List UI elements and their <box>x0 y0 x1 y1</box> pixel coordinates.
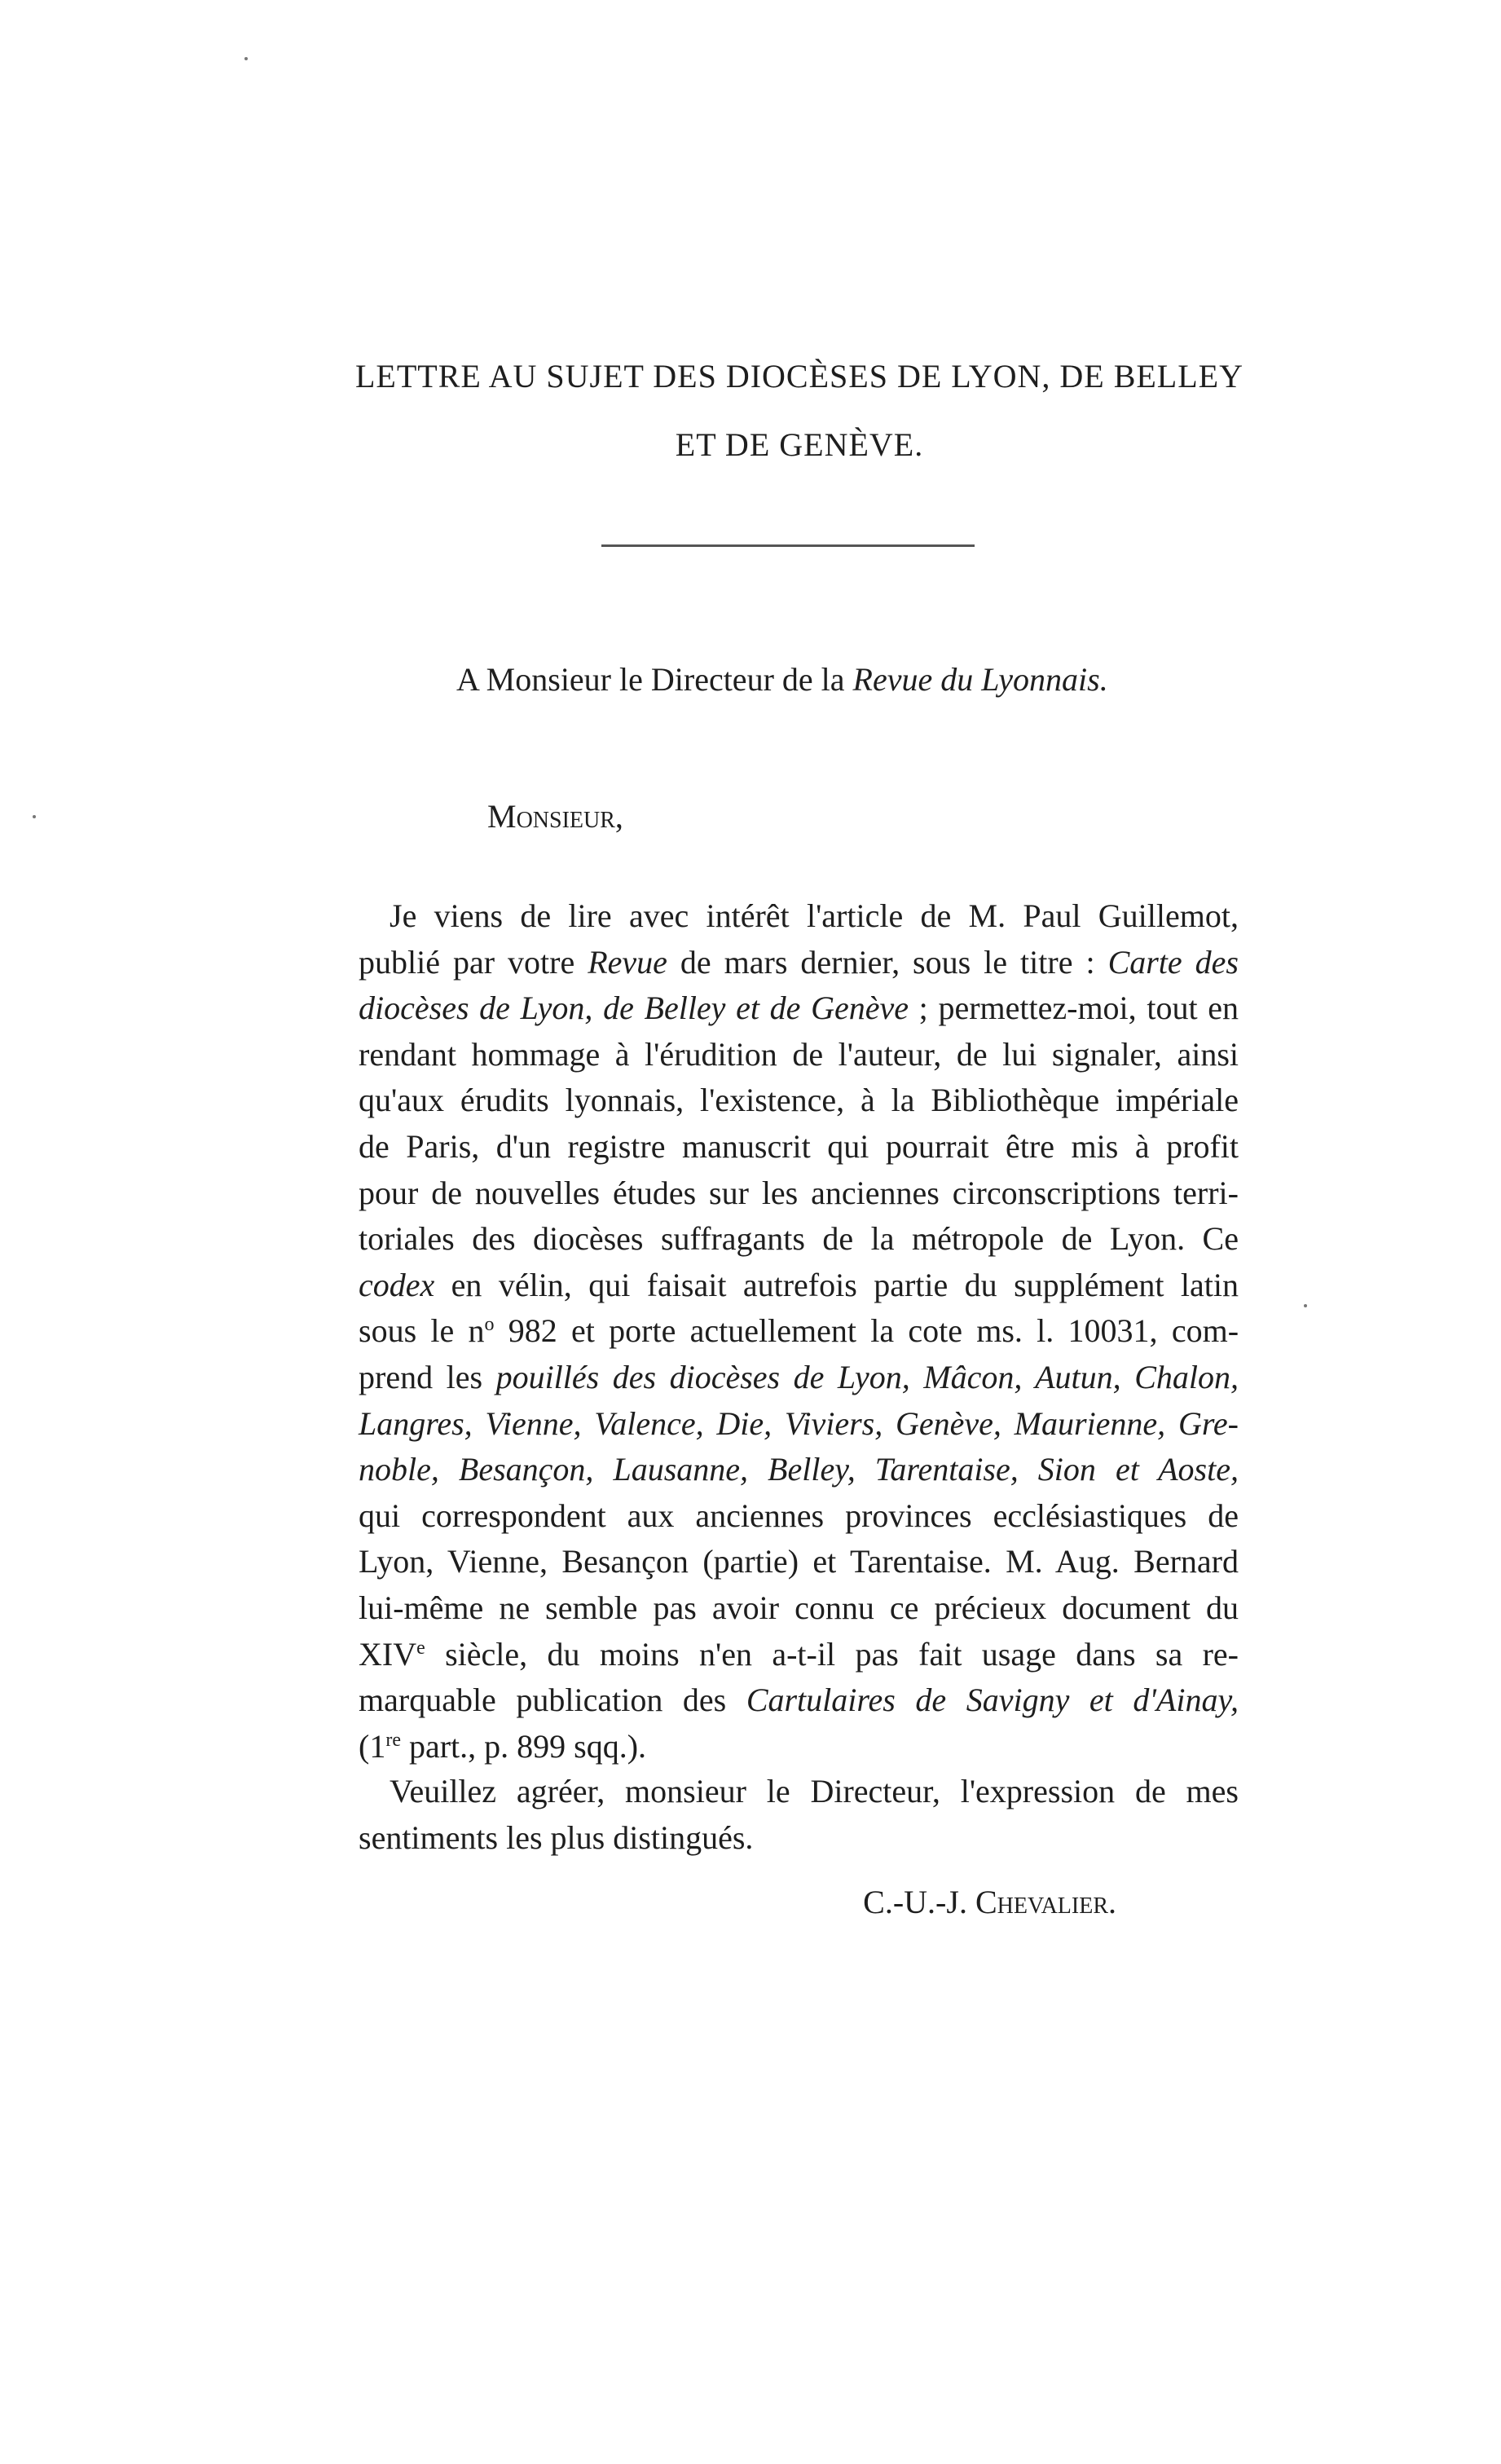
text-line <box>359 1769 1239 1815</box>
page-title-line-2: ET DE GENÈVE. <box>675 426 924 463</box>
text-run: rendant hommage à l'érudition de l'auteur, de lui signaler, ainsi <box>359 1035 1239 1073</box>
text-run: publié par votre <box>359 943 588 981</box>
text-line <box>359 893 1239 940</box>
italic-text: Langres, Vienne, Valence, Die, Viviers, Genève, Maurienne, Gre- <box>359 1404 1239 1442</box>
text-run: siècle, du moins n'en a-t-il pas fait usage dans sa re- <box>425 1635 1239 1673</box>
text-line <box>359 1170 1239 1217</box>
paper-speck <box>33 815 36 818</box>
text-line <box>359 1078 1239 1124</box>
salutation-word: Monsieur <box>487 798 615 835</box>
address-prefix: A Monsieur le Directeur de la <box>456 661 845 698</box>
text-line <box>359 1493 1239 1540</box>
separator-rule <box>601 544 975 547</box>
text-run: lui-même ne semble pas avoir connu ce précieux document du <box>359 1589 1239 1626</box>
text-run: toriales des diocèses suffragants de la métropole de Lyon. Ce <box>359 1220 1239 1258</box>
signature <box>863 1883 1116 1921</box>
italic-text: diocèses de Lyon, de Belley et de Genève <box>359 990 909 1027</box>
text-run: qu'aux érudits lyonnais, l'existence, à la Bibliothèque impériale <box>359 1082 1239 1119</box>
signature-initials: C.-U.-J. <box>863 1884 967 1920</box>
superscript: e <box>416 1637 425 1659</box>
text-line <box>359 1216 1239 1263</box>
text-run: sous le n <box>359 1312 485 1350</box>
text-line <box>359 1401 1239 1448</box>
text-run: XIV <box>359 1635 417 1673</box>
text-line <box>359 1355 1239 1401</box>
address-line <box>456 660 1108 699</box>
text-run: en vélin, qui faisait autrefois partie du supplément latin <box>434 1266 1239 1303</box>
italic-text: Cartulaires de Savigny et d'Ainay, <box>746 1682 1239 1719</box>
text-run: de Paris, d'un registre manuscrit qui pourrait être mis à profit <box>359 1127 1239 1165</box>
text-line <box>359 1308 1239 1355</box>
text-run: pour de nouvelles études sur les anciennes circonscriptions terri- <box>359 1174 1239 1211</box>
text-run: sentiments les plus distingués. <box>359 1818 754 1856</box>
text-line <box>359 1263 1239 1309</box>
paper-speck <box>1304 1304 1307 1307</box>
text-line <box>359 1815 1239 1862</box>
text-line <box>359 940 1239 986</box>
text-run: de mars dernier, sous le titre : <box>667 943 1108 981</box>
letter-paragraph-2 <box>359 1769 1239 1861</box>
italic-text: noble, Besançon, Lausanne, Belley, Tarentaise, Sion et Aoste, <box>359 1451 1239 1488</box>
italic-text: Revue <box>588 943 667 981</box>
italic-text: pouillés des diocèses de Lyon, Mâcon, Autun, Chalon, <box>495 1358 1239 1395</box>
text-line <box>359 1032 1239 1078</box>
italic-text: Carte des <box>1107 943 1239 981</box>
letter-paragraph-1 <box>359 893 1239 1770</box>
text-line <box>359 1124 1239 1170</box>
text-run: qui correspondent aux anciennes provinces ecclésiastiques de <box>359 1496 1239 1534</box>
salutation <box>487 797 623 835</box>
page-title-line-1: LETTRE AU SUJET DES DIOCÈSES DE LYON, DE BELLEY <box>355 358 1243 395</box>
text-run: ; permettez-moi, tout en <box>908 990 1239 1027</box>
paper-speck <box>244 57 248 60</box>
text-run: prend les <box>359 1358 496 1395</box>
text-line <box>359 1677 1239 1724</box>
salutation-punct: , <box>614 798 623 835</box>
text-run: Je viens de lire avec intérêt l'article de M. Paul Guillemot, <box>390 897 1239 934</box>
text-line <box>359 1632 1239 1678</box>
address-journal-title: Revue du Lyonnais. <box>852 661 1108 698</box>
text-line <box>359 1585 1239 1632</box>
italic-text: codex <box>359 1266 435 1303</box>
signature-name: Chevalier. <box>975 1884 1116 1920</box>
text-run: Veuillez agréer, monsieur le Directeur, l'expression de mes <box>390 1773 1239 1809</box>
text-run: Lyon, Vienne, Besançon (partie) et Tarentaise. M. Aug. Bernard <box>359 1543 1239 1580</box>
superscript: o <box>484 1314 495 1336</box>
text-line <box>359 1447 1239 1493</box>
superscript: re <box>385 1729 401 1751</box>
text-run: marquable publication des <box>359 1682 746 1719</box>
text-line <box>359 1539 1239 1585</box>
text-line <box>359 1724 1239 1770</box>
text-run: 982 et porte actuellement la cote ms. l. 10031, com- <box>494 1312 1239 1350</box>
text-line <box>359 985 1239 1032</box>
text-run: (1 <box>359 1727 386 1765</box>
text-run: part., p. 899 sqq.). <box>400 1727 647 1765</box>
